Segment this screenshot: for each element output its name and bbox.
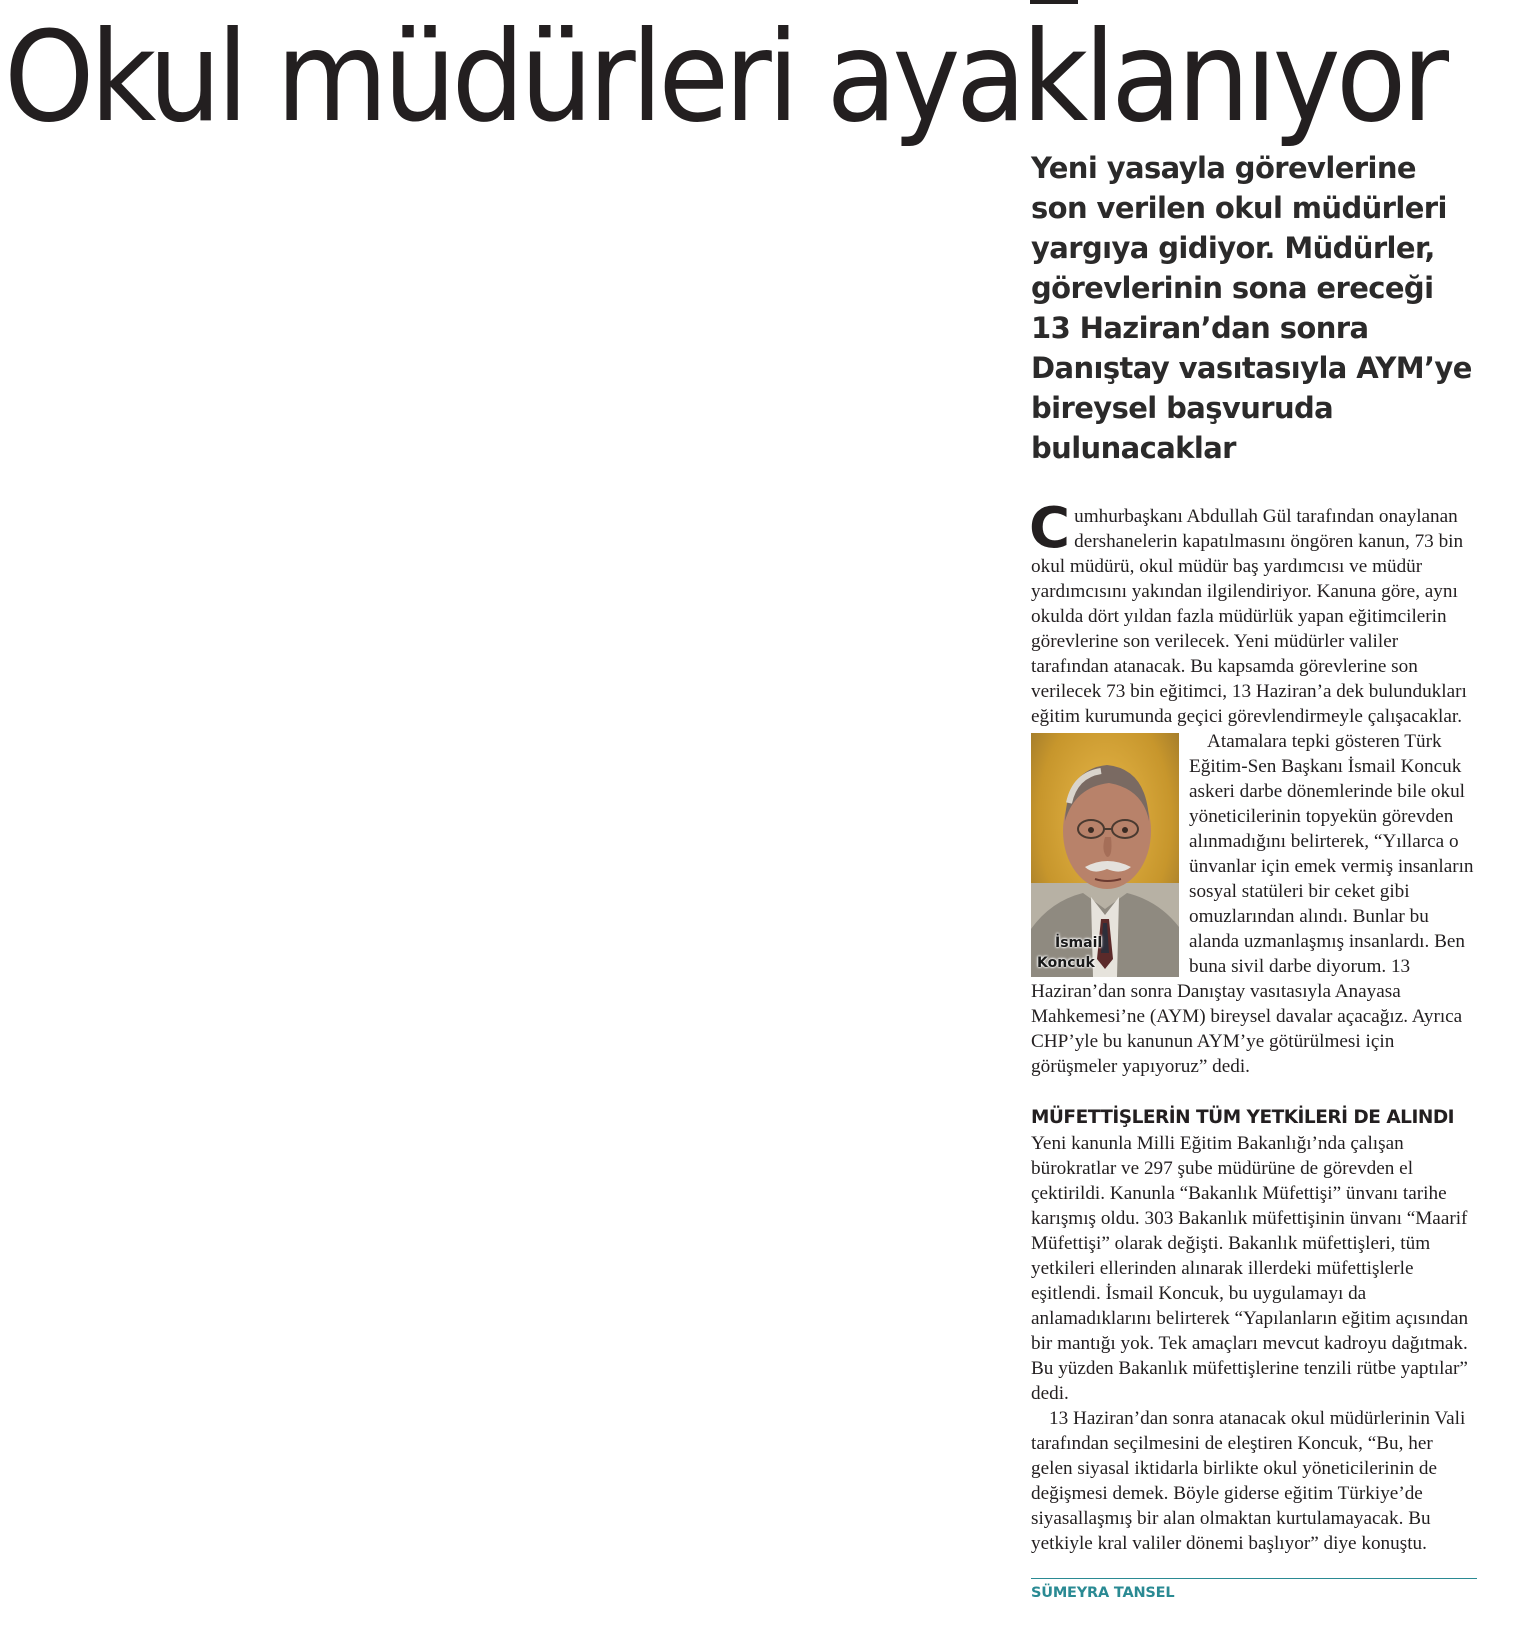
deck: Yeni yasayla görevlerine son verilen okul müdürleri yargıya gidiyor. Müdürler, görevlerinin sona ereceği 13 Haziran’dan sonra Danıştay vasıtasıyla AYM’ye bireysel başvuruda bulunacaklar: [1031, 151, 1472, 465]
lead-text: umhurbaşkanı Abdullah Gül tarafından onaylanan dershanelerin kapatılmasını öngören kanun, 73 bin okul müdürü, okul müdür baş yardımcısı ve müdür yardımcısını yakından ilgilendiriyor. Kanuna göre, aynı okulda dört yıldan fazla müdürlük yapan eğitimcilerin görevlerine son verilecek. Yeni müdürler valiler tarafından atanacak. Bu kapsamda görevlerine son verilecek 73 bin eğitimci, 13 Haziran’a dek bulundukları eğitim kurumunda geçici görevlendirmeyle çalışacaklar.: [1031, 506, 1467, 727]
subheading: MÜFETTİŞLERİN TÜM YETKİLERİ DE ALINDI: [1031, 1107, 1455, 1128]
photo-caption-line-1: İsmail: [1055, 935, 1103, 951]
byline: SÜMEYRA TANSEL: [1031, 1585, 1175, 1601]
paragraph-2: [1031, 729, 1477, 1079]
lead-paragraph: [1029, 496, 1477, 729]
paragraph-2-text: Atamalara tepki gösteren Türk Eğitim-Sen Başkanı İsmail Koncuk askeri darbe dönemlerinde bile okul yöneticilerinin topyekün görevden alınmadığını belirterek, “Yıllarca o ünvanlar için emek vermiş insanların sosyal statüleri bir ceket gibi omuzlarından alındı. Bunlar bu alanda uzmanlaşmış insanlardı. Ben buna sivil darbe diyorum. 13 Haziran’dan sonra Danıştay vasıtasıyla Anayasa Mahkemesi’ne (AYM) bireysel davalar açacağız. Ayrıca CHP’yle bu kanunun AYM’ye götürülmesi için görüşmeler yapıyoruz” dedi.: [1031, 731, 1474, 1077]
portrait-photo: [1031, 733, 1179, 977]
article-body: [1029, 496, 1477, 1556]
drop-cap: C: [1029, 496, 1071, 561]
photo-caption: [1037, 933, 1102, 973]
photo-caption-line-2: Koncuk: [1037, 955, 1095, 971]
byline-rule: [1031, 1578, 1477, 1579]
article-column: [1031, 148, 1477, 1602]
top-edge-mark: [1030, 0, 1078, 4]
headline: Okul müdürleri ayaklanıyor: [4, 5, 1445, 150]
paragraph-4: 13 Haziran’dan sonra atanacak okul müdürlerinin Vali tarafından seçilmesini de eleştiren Koncuk, “Bu, her gelen siyasal iktidarla birlikte okul yöneticilerinin de değişmesi demek. Böyle giderse eğitim Türkiye’de siyasallaşmış bir alan olmaktan kurtulamayacak. Bu yetkiyle kral valiler dönemi başlıyor” diye konuştu.: [1031, 1408, 1466, 1554]
paragraph-3: Yeni kanunla Milli Eğitim Bakanlığı’nda çalışan bürokratlar ve 297 şube müdürüne de görevden el çektirildi. Kanunla “Bakanlık Müfettişi” ünvanı tarihe karışmış oldu. 303 Bakanlık müfettişinin ünvanı “Maarif Müfettişi” olarak değişti. Bakanlık müfettişleri, tüm yetkileri ellerinden alınarak illerdeki müfettişlerle eşitlendi. İsmail Koncuk, bu uygulamayı da anlamadıklarını belirterek “Yapılanların eğitim açısından bir mantığı yok. Tek amaçları mevcut kadroyu dağıtmak. Bu yüzden Bakanlık müfettişlerine tenzili rütbe yaptılar” dedi.: [1031, 1133, 1469, 1404]
